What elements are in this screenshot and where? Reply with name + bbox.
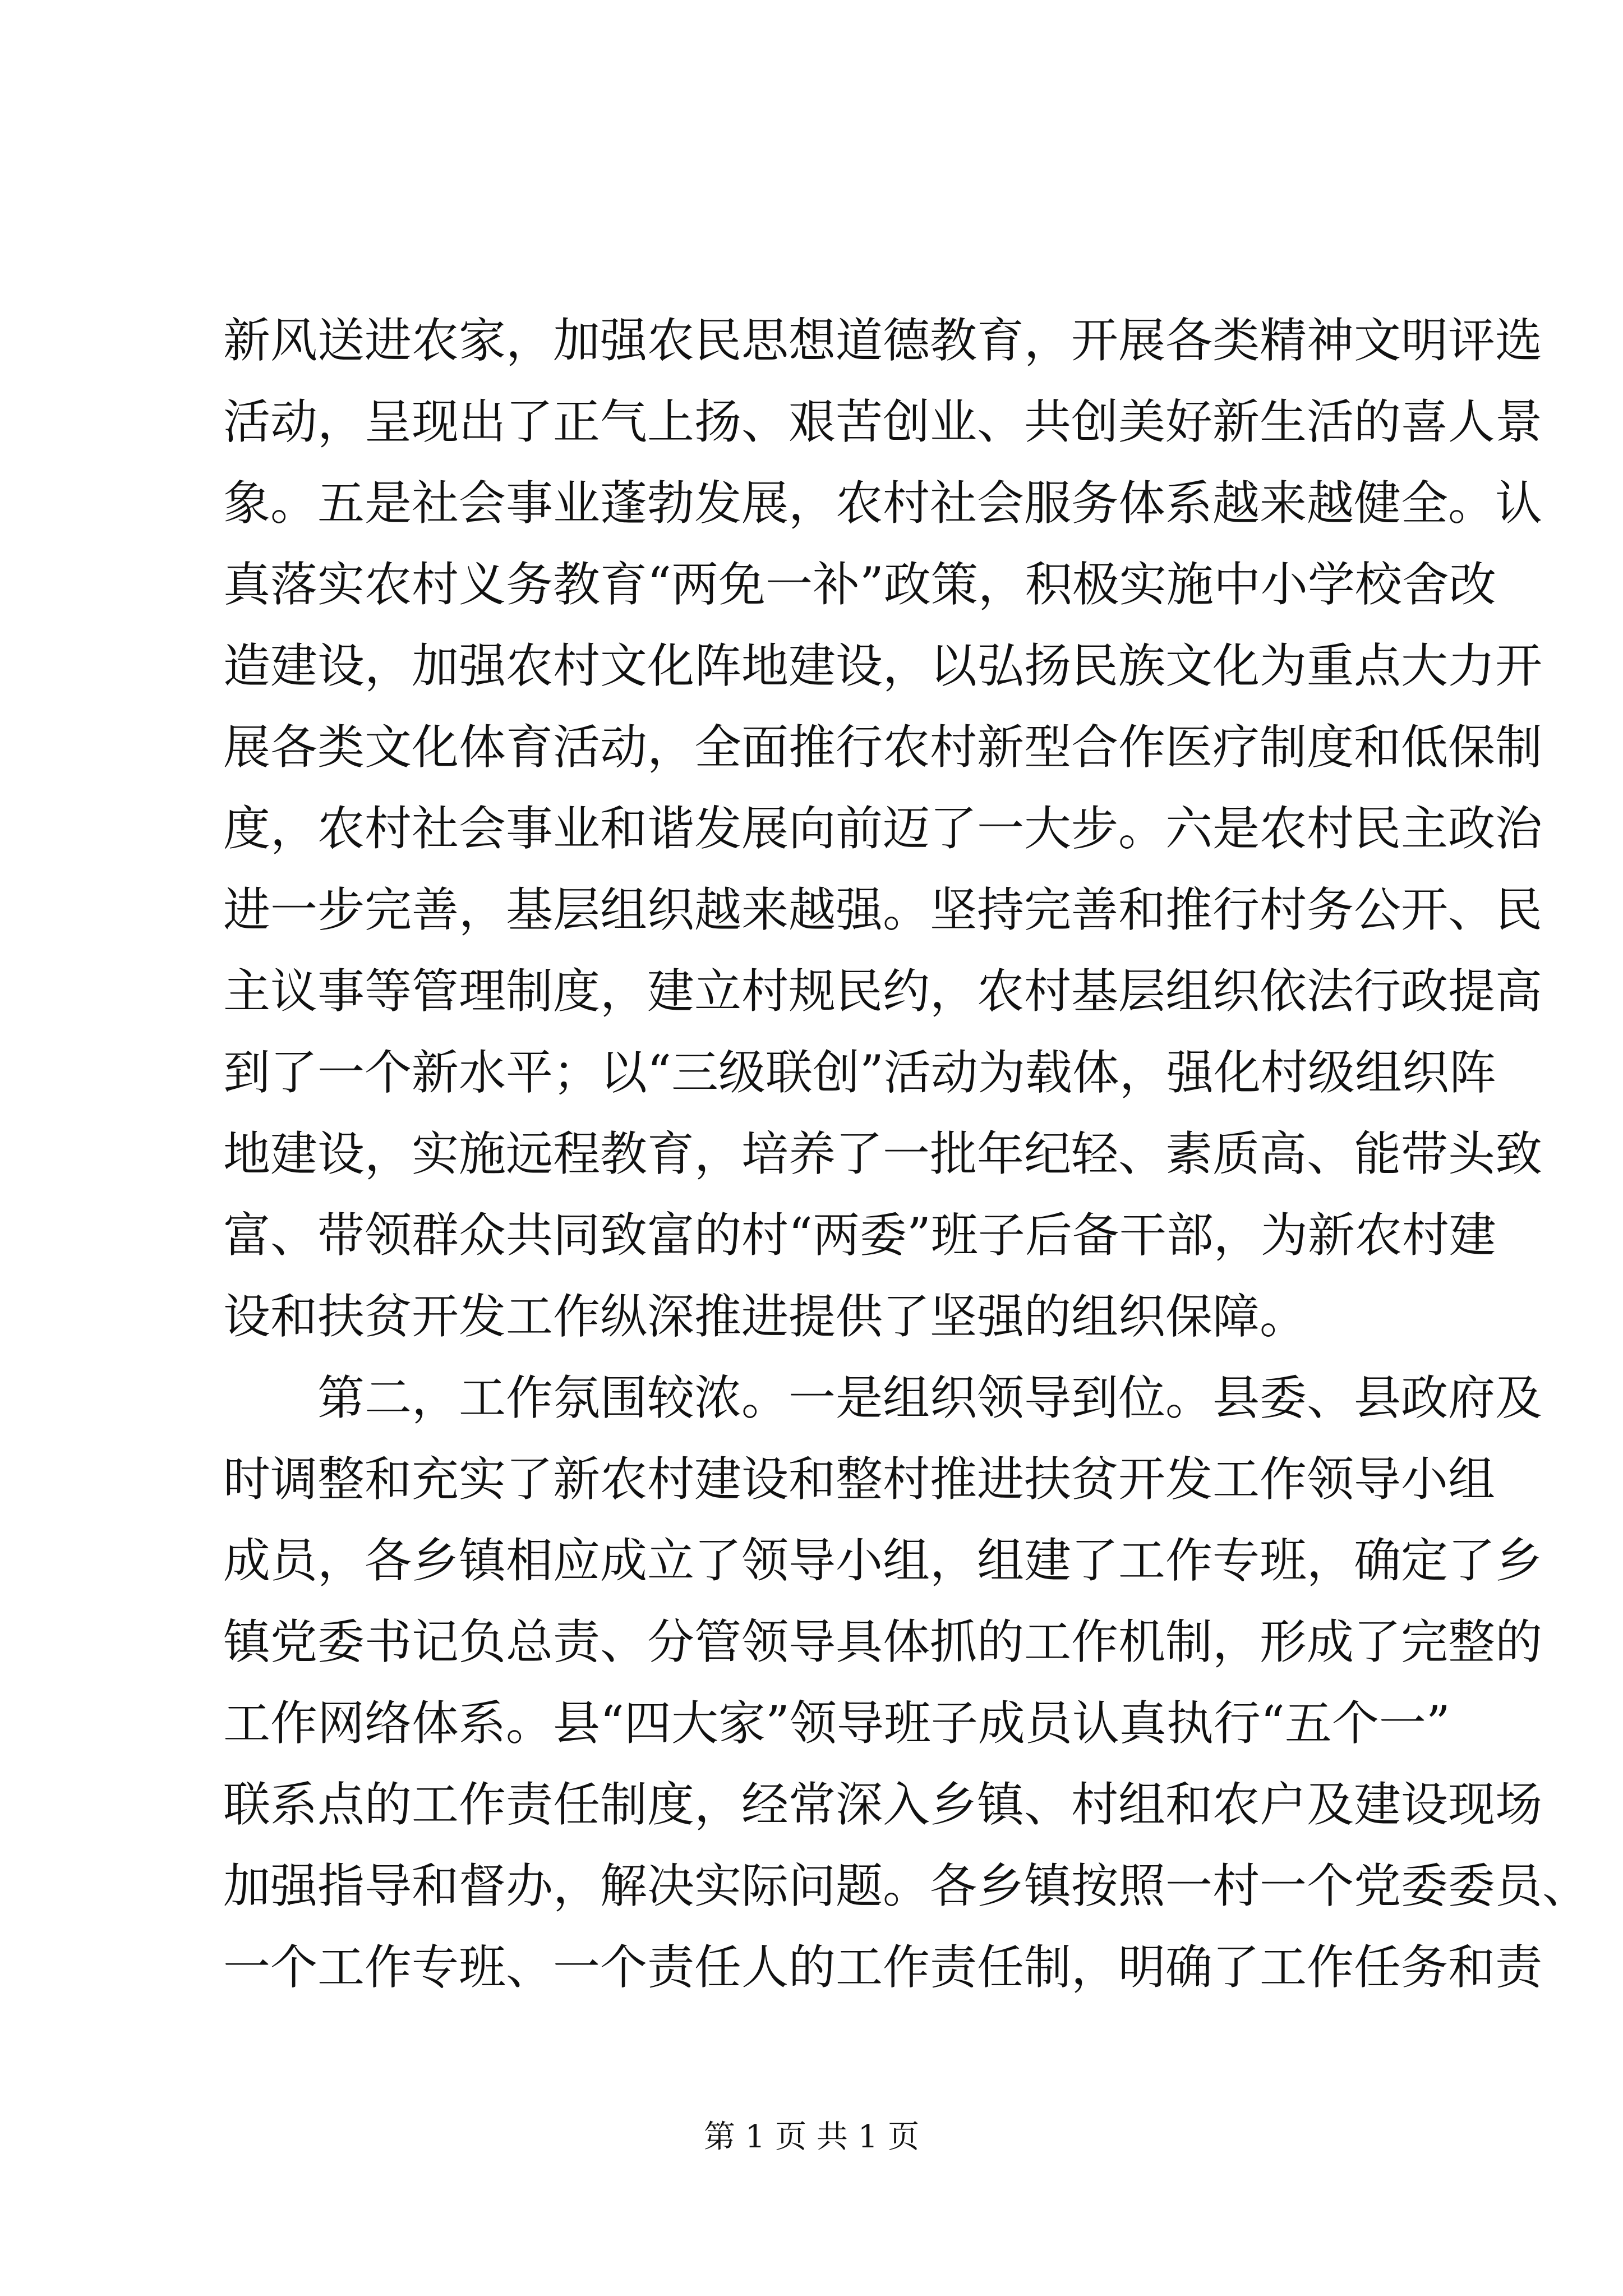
text-line: 联系点的工作责任制度，经常深入乡镇、村组和农户及建设现场 [223, 1777, 1543, 1832]
text-line: 展各类文化体育活动，全面推行农村新型合作医疗制度和低保制 [223, 720, 1543, 775]
text-line: 造建设，加强农村文化阵地建设，以弘扬民族文化为重点大力开 [223, 638, 1543, 693]
text-line: 时调整和充实了新农村建设和整村推进扶贫开发工作领导小组 [223, 1452, 1496, 1507]
text-line: 工作网络体系。县“四大家”领导班子成员认真执行“五个一” [223, 1696, 1450, 1751]
document-body [223, 300, 1590, 2008]
paragraph-start-line: 第二，工作氛围较浓。一是组织领导到位。县委、县政府及 [317, 1370, 1543, 1425]
page-footer: 第 1 页 共 1 页 [703, 2119, 920, 2155]
text-line: 活动，呈现出了正气上扬、艰苦创业、共创美好新生活的喜人景 [223, 394, 1543, 449]
text-line: 一个工作专班、一个责任人的工作责任制，明确了工作任务和责 [223, 1940, 1543, 1995]
text-line: 真落实农村义务教育“两免一补”政策，积极实施中小学校舍改 [223, 557, 1496, 612]
text-line: 成员，各乡镇相应成立了领导小组，组建了工作专班，确定了乡 [223, 1533, 1543, 1588]
text-line: 到了一个新水平；以“三级联创”活动为载体，强化村级组织阵 [223, 1045, 1496, 1100]
text-line: 富、带领群众共同致富的村“两委”班子后备干部，为新农村建 [223, 1208, 1496, 1263]
text-line: 度，农村社会事业和谐发展向前迈了一大步。六是农村民主政治 [223, 801, 1543, 856]
text-line: 进一步完善，基层组织越来越强。坚持完善和推行村务公开、民 [223, 882, 1543, 937]
text-line: 新风送进农家，加强农民思想道德教育，开展各类精神文明评选 [223, 313, 1543, 368]
text-line: 设和扶贫开发工作纵深推进提供了坚强的组织保障。 [223, 1289, 1307, 1344]
text-line: 主议事等管理制度，建立村规民约，农村基层组织依法行政提高 [223, 964, 1543, 1019]
text-line: 象。五是社会事业蓬勃发展，农村社会服务体系越来越健全。认 [223, 476, 1543, 531]
text-line: 地建设，实施远程教育，培养了一批年纪轻、素质高、能带头致 [223, 1126, 1543, 1181]
text-line: 镇党委书记负总责、分管领导具体抓的工作机制，形成了完整的 [223, 1614, 1543, 1669]
text-line: 加强指导和督办，解决实际问题。各乡镇按照一村一个党委委员、 [223, 1858, 1590, 1913]
